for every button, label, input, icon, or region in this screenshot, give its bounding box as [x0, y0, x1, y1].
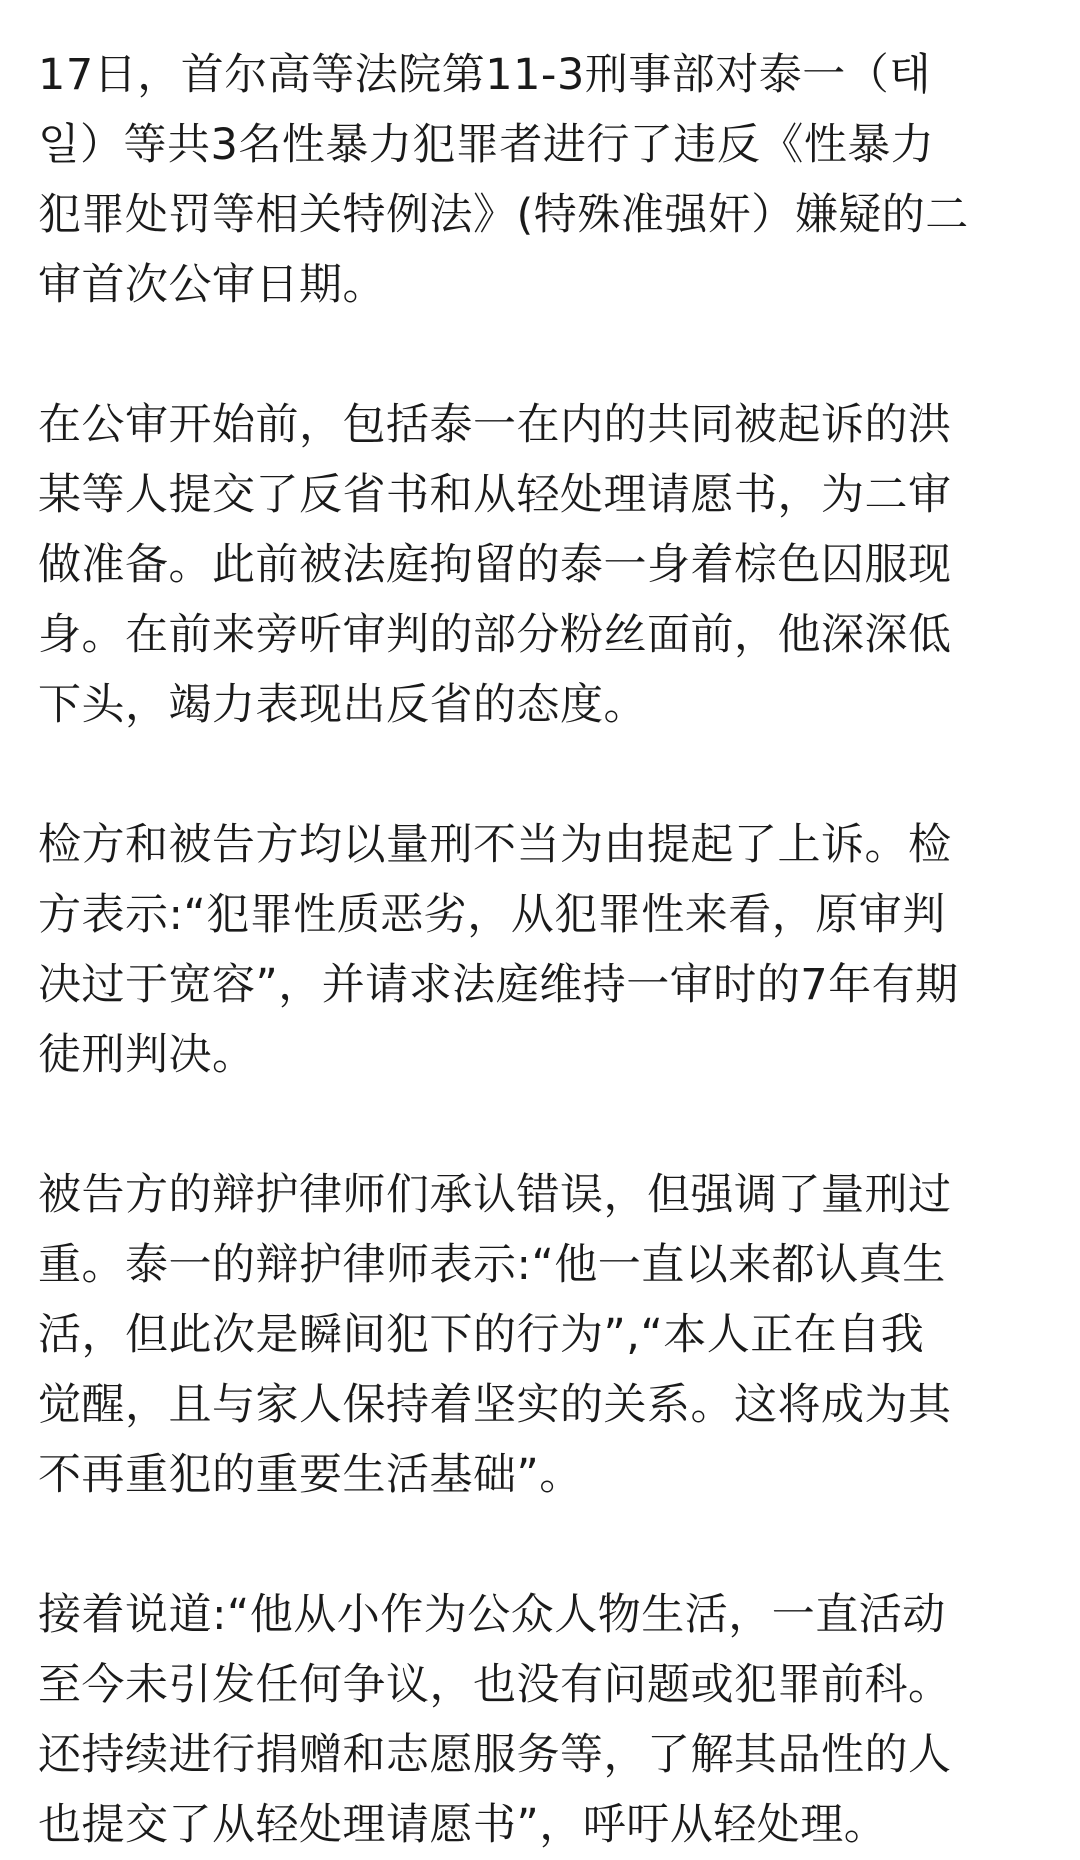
article-body: [38, 40, 1063, 1860]
article-paragraph-5: 接着说道:“他从小作为公众人物生活，一直活动 至今未引发任何争议，也没有问题或犯罪前科。 还持续进行捐赠和志愿服务等，了解其品性的人 也提交了从轻处理请愿书”，呼吁从轻处理。: [38, 1590, 952, 1850]
article-paragraph-1: 17日，首尔高等法院第11-3刑事部对泰一（태 일）等共3名性暴力犯罪者进行了违反《性暴力 犯罪处罚等相关特例法》(特殊准强奸）嫌疑的二 审首次公审日期。: [38, 50, 969, 310]
article-paragraph-2: 在公审开始前，包括泰一在内的共同被起诉的洪 某等人提交了反省书和从轻处理请愿书，为二审 做准备。此前被法庭拘留的泰一身着棕色囚服现 身。在前来旁听审判的部分粉丝面前，他深深低 下头，竭力表现出反省的态度。: [38, 400, 952, 730]
article-paragraph-4: 被告方的辩护律师们承认错误，但强调了量刑过 重。泰一的辩护律师表示:“他一直以来都认真生 活，但此次是瞬间犯下的行为”,“本人正在自我 觉醒，且与家人保持着坚实的关系。这将成为其 不再重犯的重要生活基础”。: [38, 1170, 952, 1500]
article-paragraph-3: 检方和被告方均以量刑不当为由提起了上诉。检 方表示:“犯罪性质恶劣，从犯罪性来看，原审判 决过于宽容”，并请求法庭维持一审时的7年有期 徒刑判决。: [38, 820, 959, 1080]
